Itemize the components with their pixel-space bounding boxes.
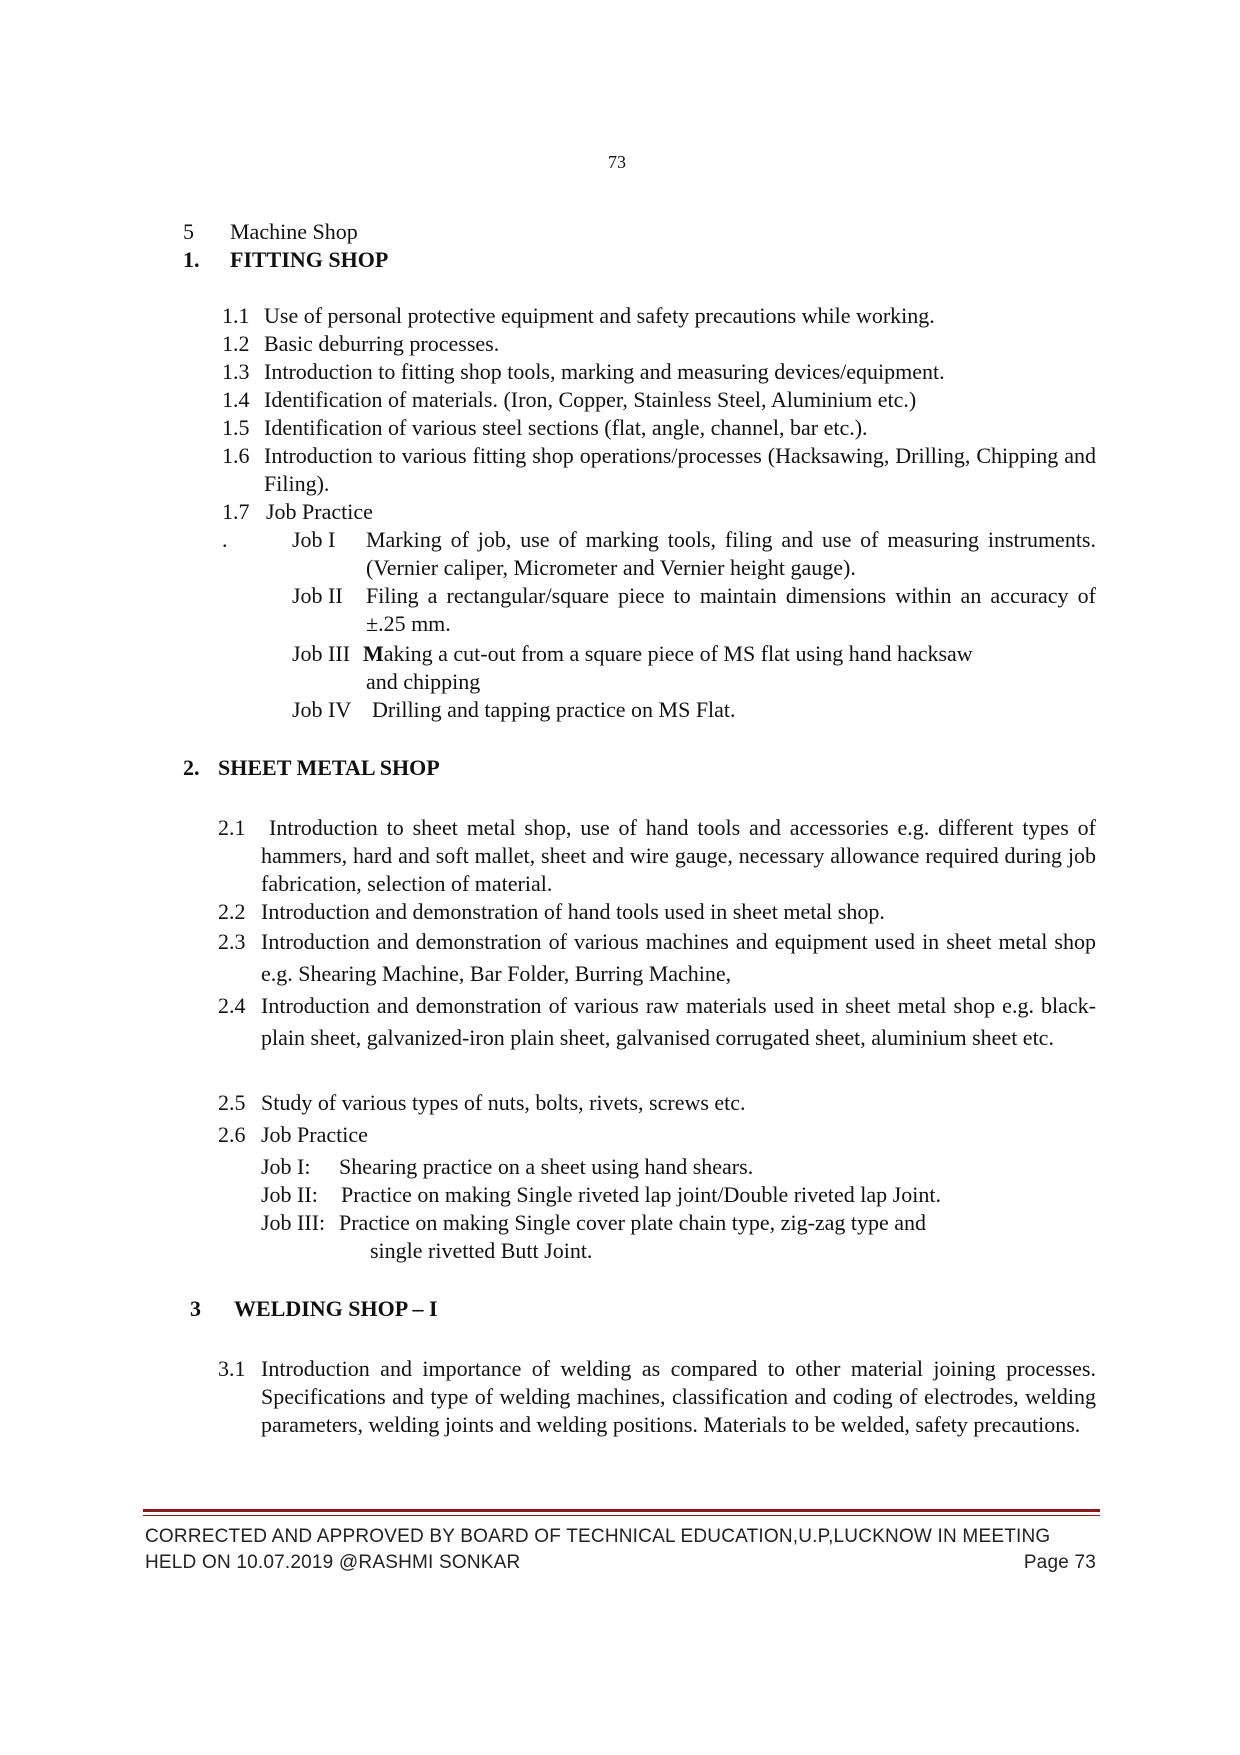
- job-text: [363, 640, 973, 668]
- section-3-number: 3: [190, 1296, 201, 1321]
- item-number: 2.2: [218, 899, 246, 924]
- job-text: Practice on making Single cover plate chain type, zig-zag type and: [339, 1210, 927, 1235]
- item-text: Use of personal protective equipment and safety precautions while working.: [264, 303, 935, 328]
- job-text-continued: single rivetted Butt Joint.: [370, 1238, 593, 1263]
- item-number: 1.5: [222, 415, 250, 440]
- item-text: Identification of materials. (Iron, Copper, Stainless Steel, Aluminium etc.): [264, 387, 917, 412]
- item-number: 2.5: [218, 1090, 246, 1115]
- job-text: Shearing practice on a sheet using hand shears.: [339, 1154, 754, 1179]
- item-text: Job Practice: [266, 499, 373, 524]
- item-text: Basic deburring processes.: [264, 331, 500, 356]
- stray-mark: .: [222, 527, 228, 552]
- job-text-continued: and chipping: [366, 669, 481, 694]
- job-text: Practice on making Single riveted lap joint/Double riveted lap Joint.: [341, 1182, 941, 1207]
- job-text: Filing a rectangular/square piece to maintain dimensions within an accuracy of ±.25 mm.: [366, 583, 1096, 636]
- footer-rule-thin: [143, 1515, 1100, 1516]
- item-number: 1.1: [222, 303, 250, 328]
- item-number: 2.6: [218, 1122, 246, 1147]
- section-3-title: WELDING SHOP – I: [234, 1296, 438, 1321]
- item-text: Introduction and demonstration of various raw materials used in sheet metal shop e.g. black-plain sheet, galvanized-iron plain sheet, galvanised corrugated sheet, aluminium sheet etc.: [261, 993, 1096, 1050]
- job-text-lead: M: [363, 641, 384, 666]
- section-2-number: 2.: [183, 755, 200, 780]
- intro-title: Machine Shop: [230, 219, 358, 244]
- item-number: 1.4: [222, 387, 250, 412]
- item-text: Introduction to fitting shop tools, marking and measuring devices/equipment.: [264, 359, 945, 384]
- job-label: Job II: [292, 583, 343, 608]
- item-text: Identification of various steel sections (flat, angle, channel, bar etc.).: [264, 415, 868, 440]
- job-text: Drilling and tapping practice on MS Flat.: [372, 697, 736, 722]
- item-number: 1.6: [222, 443, 250, 468]
- intro-number: 5: [183, 219, 194, 244]
- job-text-rest: aking a cut-out from a square piece of MS flat using hand hacksaw: [383, 641, 973, 666]
- section-2-title: SHEET METAL SHOP: [218, 755, 440, 780]
- item-text: Introduction and importance of welding as compared to other material joining processes. Specifications and type of welding machines, classification and coding of electrodes, welding parameters, welding joints and welding positions. Materials to be welded, safety precautions.: [261, 1356, 1096, 1437]
- page-number-top: 73: [608, 152, 626, 172]
- job-text: Marking of job, use of marking tools, filing and use of measuring instruments. (Vernier caliper, Micrometer and Vernier height gauge).: [366, 527, 1096, 580]
- item-text: Introduction and demonstration of hand tools used in sheet metal shop.: [261, 899, 885, 924]
- job-label: Job III:: [261, 1210, 326, 1235]
- footer-rule-thick: [143, 1509, 1100, 1512]
- item-text: Introduction to sheet metal shop, use of hand tools and accessories e.g. different types of hammers, hard and soft mallet, sheet and wire gauge, necessary allowance required during job fabrication, selection of material.: [261, 815, 1096, 896]
- item-text: Introduction and demonstration of various machines and equipment used in sheet metal shop e.g. Shearing Machine, Bar Folder, Burring Machine,: [261, 929, 1096, 986]
- item-text: Job Practice: [261, 1122, 368, 1147]
- footer-page-number: Page 73: [1023, 1552, 1096, 1573]
- job-label: Job IV: [292, 697, 352, 722]
- job-label: Job I: [292, 527, 336, 552]
- section-1-number: 1.: [183, 247, 200, 272]
- item-number: 2.4: [218, 993, 246, 1018]
- section-1-title: FITTING SHOP: [230, 247, 389, 272]
- footer-line-1: CORRECTED AND APPROVED BY BOARD OF TECHNICAL EDUCATION,U.P,LUCKNOW IN MEETING: [145, 1526, 1051, 1547]
- item-number: 1.2: [222, 331, 250, 356]
- job-label: Job II:: [261, 1182, 318, 1207]
- item-text: Study of various types of nuts, bolts, rivets, screws etc.: [261, 1090, 746, 1115]
- item-number: 3.1: [218, 1356, 246, 1381]
- job-label: Job I:: [261, 1154, 311, 1179]
- job-label: Job III: [292, 641, 351, 666]
- item-number: 1.7: [222, 499, 250, 524]
- item-number: 2.3: [218, 929, 246, 954]
- item-number: 1.3: [222, 359, 250, 384]
- footer-line-2: HELD ON 10.07.2019 @RASHMI SONKAR: [145, 1552, 521, 1573]
- item-number: 2.1: [218, 815, 246, 840]
- item-text: Introduction to various fitting shop operations/processes (Hacksawing, Drilling, Chipping and Filing).: [264, 443, 1096, 496]
